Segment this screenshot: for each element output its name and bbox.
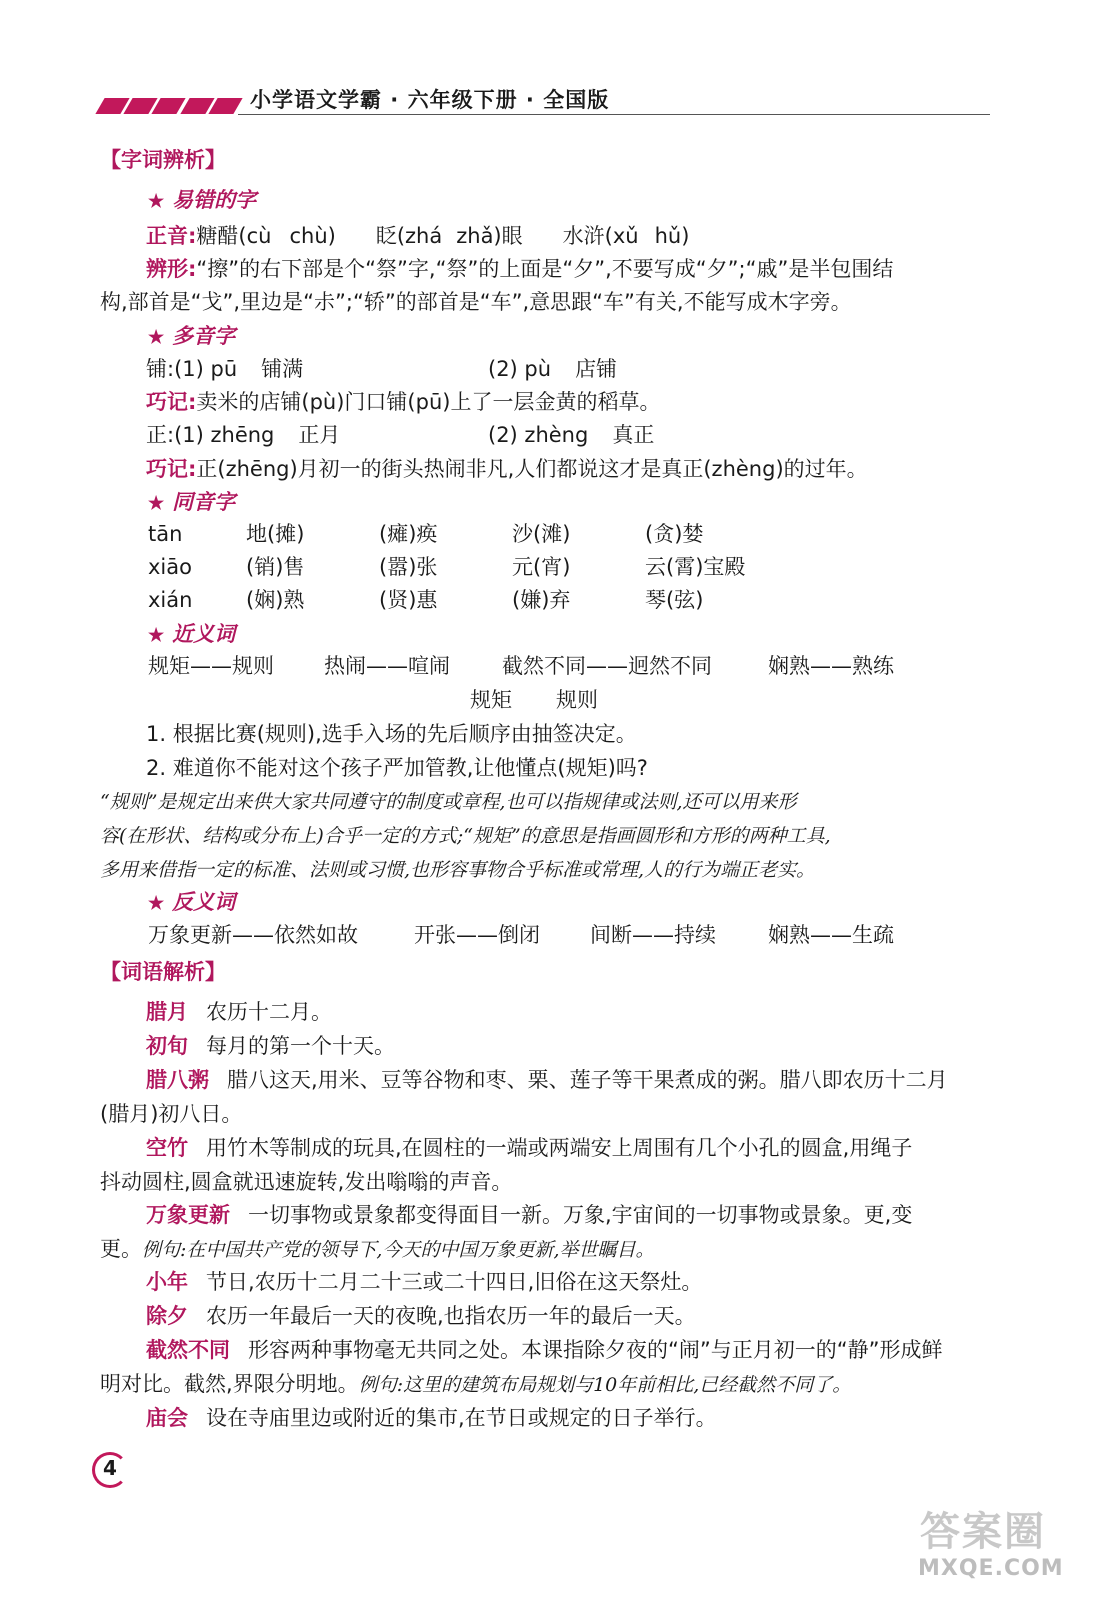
word-entry: 腊月 农历十二月。 (146, 1000, 332, 1024)
pronunciation-line: 正音:糖醋(cù chù) 眨(zhá zhǎ)眼 水浒(xǔ hǔ) (146, 224, 690, 248)
polyphone-zheng-2: (2) zhèng 真正 (488, 423, 655, 447)
word-entry: 庙会 设在寺庙里边或附近的集市,在节日或规定的日子举行。 (146, 1406, 717, 1430)
homophone-row: xián (娴)熟 (贤)惠 (嫌)弃 琴(弦) (148, 588, 704, 612)
synonym-row: 规矩——规则 热闹——喧闹 截然不同——迥然不同 娴熟——熟练 (148, 654, 894, 678)
word-entry: 除夕 农历一年最后一天的夜晚,也指农历一年的最后一天。 (146, 1304, 696, 1328)
word-entry-continued: (腊月)初八日。 (100, 1102, 243, 1126)
shape-line-1: 辨形:“擦”的右下部是个“祭”字,“祭”的上面是“夕”,不要写成“夕”;“戚”是半包围结 (146, 257, 894, 281)
word-entry: 小年 节日,农历十二月二十三或二十四日,旧俗在这天祭灶。 (146, 1270, 703, 1294)
note-line-1: “规则”是规定出来供大家共同遵守的制度或章程,也可以指规律或法则,还可以用来形 (100, 791, 797, 813)
star-icon: ★ (148, 327, 165, 348)
word-entry: 截然不同 形容两种事物毫无共同之处。本课指除夕夜的“闹”与正月初一的“静”形成鲜 (146, 1338, 943, 1362)
polyphone-zheng: 正:(1) zhēng 正月 (146, 423, 341, 447)
subheading-homophone: ★ 同音字 (148, 489, 236, 514)
word-entry: 空竹 用竹木等制成的玩具,在圆柱的一端或两端安上周围有几个小孔的圆盒,用绳子 (146, 1136, 913, 1160)
polyphone-pu: 铺:(1) pū 铺满 (146, 357, 304, 381)
section-heading-word-explanation: 【词语解析】 (100, 960, 226, 984)
example-1: 1. 根据比赛(规则),选手入场的先后顺序由抽签决定。 (146, 722, 637, 746)
example-2: 2. 难道你不能对这个孩子严加管教,让他懂点(规矩)吗? (146, 756, 648, 780)
mnemonic-1: 巧记:卖米的店铺(pù)门口铺(pū)上了一层金黄的稻草。 (146, 390, 661, 414)
word-entry-continued: 更。例句:在中国共产党的领导下,今天的中国万象更新,举世瞩目。 (100, 1237, 655, 1261)
antonym-row: 万象更新——依然如故 开张——倒闭 间断——持续 娴熟——生疏 (148, 923, 894, 947)
word-entry-continued: 明对比。截然,界限分明地。例句:这里的建筑布局规划与10年前相比,已经截然不同了。 (100, 1372, 852, 1396)
header-divider (238, 114, 990, 115)
shape-line-2: 构,部首是“戈”,里边是“尗”;“轿”的部首是“车”,意思跟“车”有关,不能写成木字旁。 (100, 290, 852, 314)
subheading-synonym: ★ 近义词 (148, 621, 236, 646)
word-entry: 初旬 每月的第一个十天。 (146, 1034, 395, 1058)
homophone-row: xiāo (销)售 (嚣)张 元(宵) 云(霄)宝殿 (148, 555, 746, 579)
page-number: 4 (103, 1456, 117, 1480)
star-icon: ★ (148, 625, 165, 646)
note-line-3: 多用来借指一定的标准、法则或习惯,也形容事物合乎标准或常理,人的行为端正老实。 (100, 859, 816, 881)
star-icon: ★ (148, 191, 165, 212)
homophone-row: tān 地(摊) (瘫)痪 沙(滩) (贪)婪 (148, 522, 704, 546)
mnemonic-2: 巧记:正(zhēng)月初一的街头热闹非凡,人们都说这才是真正(zhèng)的过年。 (146, 457, 868, 481)
star-icon: ★ (148, 893, 165, 914)
word-entry-continued: 抖动圆柱,圆盒就迅速旋转,发出嗡嗡的声音。 (100, 1170, 513, 1194)
watermark-logo: 答案圈 (920, 1509, 1046, 1555)
note-line-2: 容(在形状、结构或分布上)合乎一定的方式;“规矩”的意思是指画圆形和方形的两种工具, (100, 825, 831, 847)
subheading-antonym: ★ 反义词 (148, 889, 236, 914)
compare-words: 规矩 规则 (470, 688, 598, 712)
subheading-error-prone: ★ 易错的字 (148, 187, 257, 212)
section-heading-word-analysis: 【字词辨析】 (100, 148, 226, 172)
book-title: 小学语文学霸 · 六年级下册 · 全国版 (250, 88, 610, 112)
word-entry: 腊八粥 腊八这天,用米、豆等谷物和枣、栗、莲子等干果煮成的粥。腊八即农历十二月 (146, 1068, 948, 1092)
subheading-polyphone: ★ 多音字 (148, 323, 236, 348)
polyphone-pu-2: (2) pù 店铺 (488, 357, 618, 381)
star-icon: ★ (148, 493, 165, 514)
word-entry: 万象更新 一切事物或景象都变得面目一新。万象,宇宙间的一切事物或景象。更,变 (146, 1203, 913, 1227)
watermark-url: MXQE.COM (918, 1556, 1064, 1581)
header-decoration (100, 98, 238, 114)
